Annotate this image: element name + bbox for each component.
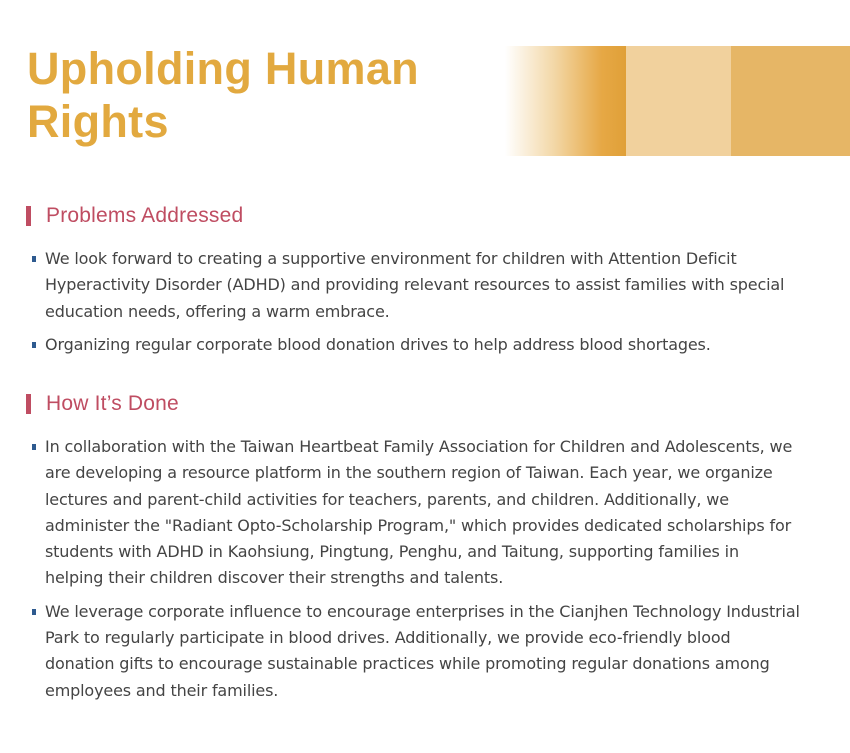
bullet-square-icon	[32, 342, 36, 348]
problems-list	[32, 246, 802, 358]
page-title	[27, 42, 497, 148]
list-item	[32, 599, 802, 704]
bullet-square-icon	[32, 609, 36, 615]
list-item-text: In collaboration with the Taiwan Heartbeat Family Association for Children and Adolescents, we are developing a resource platform in the southern region of Taiwan. Each year, we organize lectures and parent-child activities for teachers, parents, and children. Additionally, we administer the "Radiant Opto-Scholarship Program," which provides dedicated scholarships for students with ADHD in Kaohsiung, Pingtung, Penghu, and Taitung, supporting families in helping their children discover their strengths and talents.	[45, 437, 793, 588]
list-item	[32, 434, 802, 592]
how-heading	[26, 389, 179, 419]
problems-heading-text: Problems Addressed	[46, 204, 244, 227]
decorative-light-block	[626, 46, 731, 156]
list-item-text: Organizing regular corporate blood donation drives to help address blood shortages.	[45, 334, 711, 354]
list-item-text: We look forward to creating a supportive environment for children with Attention Deficit Hyperactivity Disorder (ADHD) and providing relevant resources to assist families with special education needs, offering a warm embrace.	[45, 249, 785, 321]
page-title-line-2: Rights	[27, 96, 169, 147]
list-item-text: We leverage corporate influence to encourage enterprises in the Cianjhen Technology Industrial Park to regularly participate in blood drives. Additionally, we provide eco-friendly blood donation gifts to encourage sustainable practices while promoting regular donations among employees and their families.	[45, 601, 800, 700]
heading-bar-icon	[26, 394, 31, 414]
how-list	[32, 434, 802, 704]
bullet-square-icon	[32, 256, 36, 262]
problems-heading	[26, 201, 243, 231]
list-item	[32, 332, 802, 358]
page-title-line-1: Upholding Human	[27, 43, 419, 94]
list-item	[32, 246, 802, 325]
heading-bar-icon	[26, 206, 31, 226]
bullet-square-icon	[32, 444, 36, 450]
how-heading-text: How It’s Done	[46, 392, 179, 415]
decorative-gold-block	[731, 46, 850, 156]
decorative-gradient-block	[505, 46, 626, 156]
